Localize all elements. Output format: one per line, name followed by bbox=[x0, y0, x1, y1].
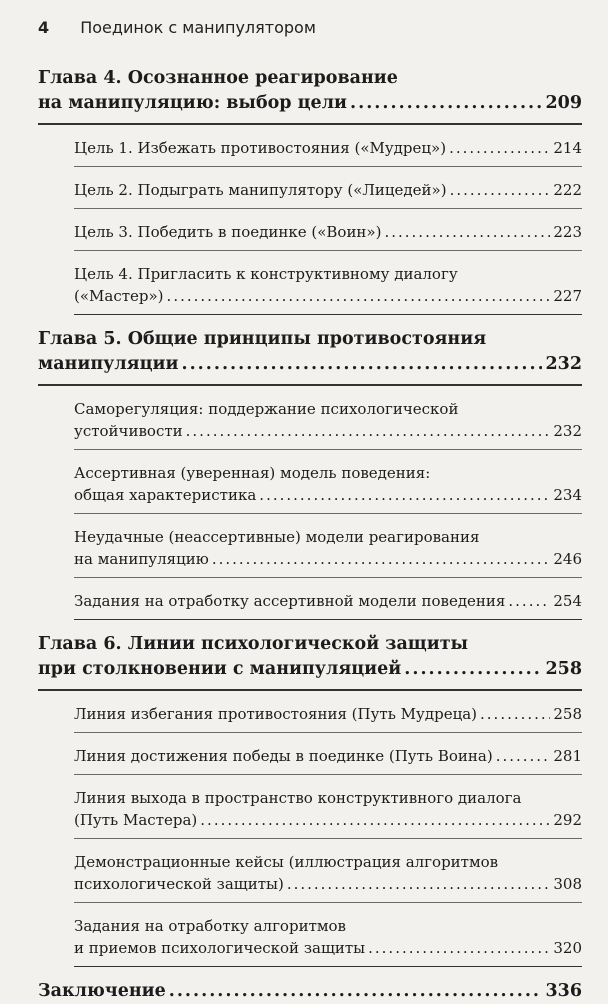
entry-title: Линия избегания противостояния (Путь Мудреца) bbox=[74, 704, 478, 723]
dot-leader bbox=[368, 937, 550, 959]
entry-page-number: 234 bbox=[553, 485, 582, 504]
dot-leader bbox=[182, 352, 543, 377]
entry-title: при столкновении с манипуляцией bbox=[38, 659, 402, 679]
entry-page-number: 214 bbox=[553, 138, 582, 157]
dot-leader bbox=[350, 91, 542, 116]
entry-page-number: 209 bbox=[545, 93, 582, 113]
toc-chapter-entry bbox=[38, 979, 582, 1004]
divider bbox=[74, 902, 582, 903]
entry-page-number: 222 bbox=[553, 180, 582, 199]
entry-title: и приемов психологической защиты bbox=[74, 938, 366, 957]
divider bbox=[74, 449, 582, 450]
entry-title-line-1: Линия выхода в пространство конструктивного диалога bbox=[74, 788, 522, 807]
toc-section-entry bbox=[74, 462, 582, 514]
entry-title-line-1: Глава 6. Линии психологической защиты bbox=[38, 634, 469, 654]
entry-title-line-1: Задания на отработку алгоритмов bbox=[74, 916, 347, 935]
divider bbox=[74, 166, 582, 167]
running-header bbox=[38, 18, 316, 37]
divider bbox=[74, 732, 582, 733]
entry-title-line-1: Ассертивная (уверенная) модель поведения: bbox=[74, 463, 431, 482]
entry-page-number: 232 bbox=[545, 354, 582, 374]
dot-leader bbox=[508, 590, 550, 612]
entry-title: манипуляции bbox=[38, 354, 179, 374]
toc-section-entry bbox=[74, 179, 582, 209]
entry-page-number: 254 bbox=[553, 591, 582, 610]
divider bbox=[74, 577, 582, 578]
divider bbox=[74, 966, 582, 968]
dot-leader bbox=[186, 420, 551, 442]
toc-chapter-entry bbox=[38, 66, 582, 125]
dot-leader bbox=[480, 703, 550, 725]
divider bbox=[38, 384, 582, 386]
dot-leader bbox=[167, 285, 551, 307]
entry-page-number: 258 bbox=[545, 659, 582, 679]
entry-page-number: 320 bbox=[553, 938, 582, 957]
entry-title: («Мастер») bbox=[74, 286, 164, 305]
divider bbox=[74, 513, 582, 514]
entry-page-number: 223 bbox=[553, 222, 582, 241]
dot-leader bbox=[200, 809, 550, 831]
entry-title-line-1: Глава 4. Осознанное реагирование bbox=[38, 68, 398, 88]
entry-title: Линия достижения победы в поединке (Путь Воина) bbox=[74, 746, 493, 765]
entry-page-number: 246 bbox=[553, 549, 582, 568]
entry-title: на манипуляцию bbox=[74, 549, 209, 568]
entry-title: Цель 1. Избежать противостояния («Мудрец») bbox=[74, 138, 447, 157]
entry-page-number: 227 bbox=[553, 286, 582, 305]
divider bbox=[74, 208, 582, 209]
toc-section-entry bbox=[74, 915, 582, 968]
entry-title-line-1: Неудачные (неассертивные) модели реагирования bbox=[74, 527, 480, 546]
entry-title: Заключение bbox=[38, 981, 166, 1001]
entry-page-number: 258 bbox=[553, 704, 582, 723]
dot-leader bbox=[384, 221, 550, 243]
entry-title: (Путь Мастера) bbox=[74, 810, 198, 829]
entry-page-number: 292 bbox=[553, 810, 582, 829]
dot-leader bbox=[212, 548, 551, 570]
entry-title: устойчивости bbox=[74, 421, 183, 440]
toc-chapter-entry bbox=[38, 632, 582, 691]
divider bbox=[38, 689, 582, 691]
toc-section-entry bbox=[74, 526, 582, 578]
dot-leader bbox=[287, 873, 551, 895]
entry-page-number: 336 bbox=[545, 981, 582, 1001]
entry-title-line-1: Глава 5. Общие принципы противостояния bbox=[38, 329, 487, 349]
toc-section-entry bbox=[74, 398, 582, 450]
divider bbox=[38, 123, 582, 125]
entry-page-number: 232 bbox=[553, 421, 582, 440]
toc-section-entry bbox=[74, 221, 582, 251]
toc-section-entry bbox=[74, 745, 582, 775]
dot-leader bbox=[169, 979, 543, 1004]
entry-page-number: 308 bbox=[553, 874, 582, 893]
divider bbox=[74, 838, 582, 839]
toc-section-entry bbox=[74, 263, 582, 316]
toc-section-entry bbox=[74, 787, 582, 839]
dot-leader bbox=[449, 137, 550, 159]
dot-leader bbox=[496, 745, 551, 767]
toc-section-entry bbox=[74, 590, 582, 621]
page-number: 4 bbox=[38, 18, 50, 37]
dot-leader bbox=[404, 657, 542, 682]
entry-title: на манипуляцию: выбор цели bbox=[38, 93, 348, 113]
divider bbox=[74, 619, 582, 621]
entry-title: Цель 3. Победить в поединке («Воин») bbox=[74, 222, 382, 241]
divider bbox=[74, 250, 582, 251]
dot-leader bbox=[450, 179, 551, 201]
divider bbox=[74, 774, 582, 775]
book-title: Поединок с манипулятором bbox=[80, 18, 316, 37]
entry-title: психологической защиты) bbox=[74, 874, 284, 893]
entry-title-line-1: Цель 4. Пригласить к конструктивному диалогу bbox=[74, 264, 458, 283]
entry-page-number: 281 bbox=[553, 746, 582, 765]
entry-title: общая характеристика bbox=[74, 485, 257, 504]
dot-leader bbox=[259, 484, 550, 506]
table-of-contents bbox=[38, 66, 582, 1004]
toc-section-entry bbox=[74, 703, 582, 733]
toc-section-entry bbox=[74, 137, 582, 167]
toc-section-entry bbox=[74, 851, 582, 903]
entry-title: Задания на отработку ассертивной модели поведения bbox=[74, 591, 506, 610]
entry-title: Цель 2. Подыграть манипулятору («Лицедей») bbox=[74, 180, 447, 199]
divider bbox=[74, 314, 582, 316]
entry-title-line-1: Саморегуляция: поддержание психологической bbox=[74, 399, 459, 418]
toc-chapter-entry bbox=[38, 327, 582, 386]
entry-title-line-1: Демонстрационные кейсы (иллюстрация алгоритмов bbox=[74, 852, 499, 871]
